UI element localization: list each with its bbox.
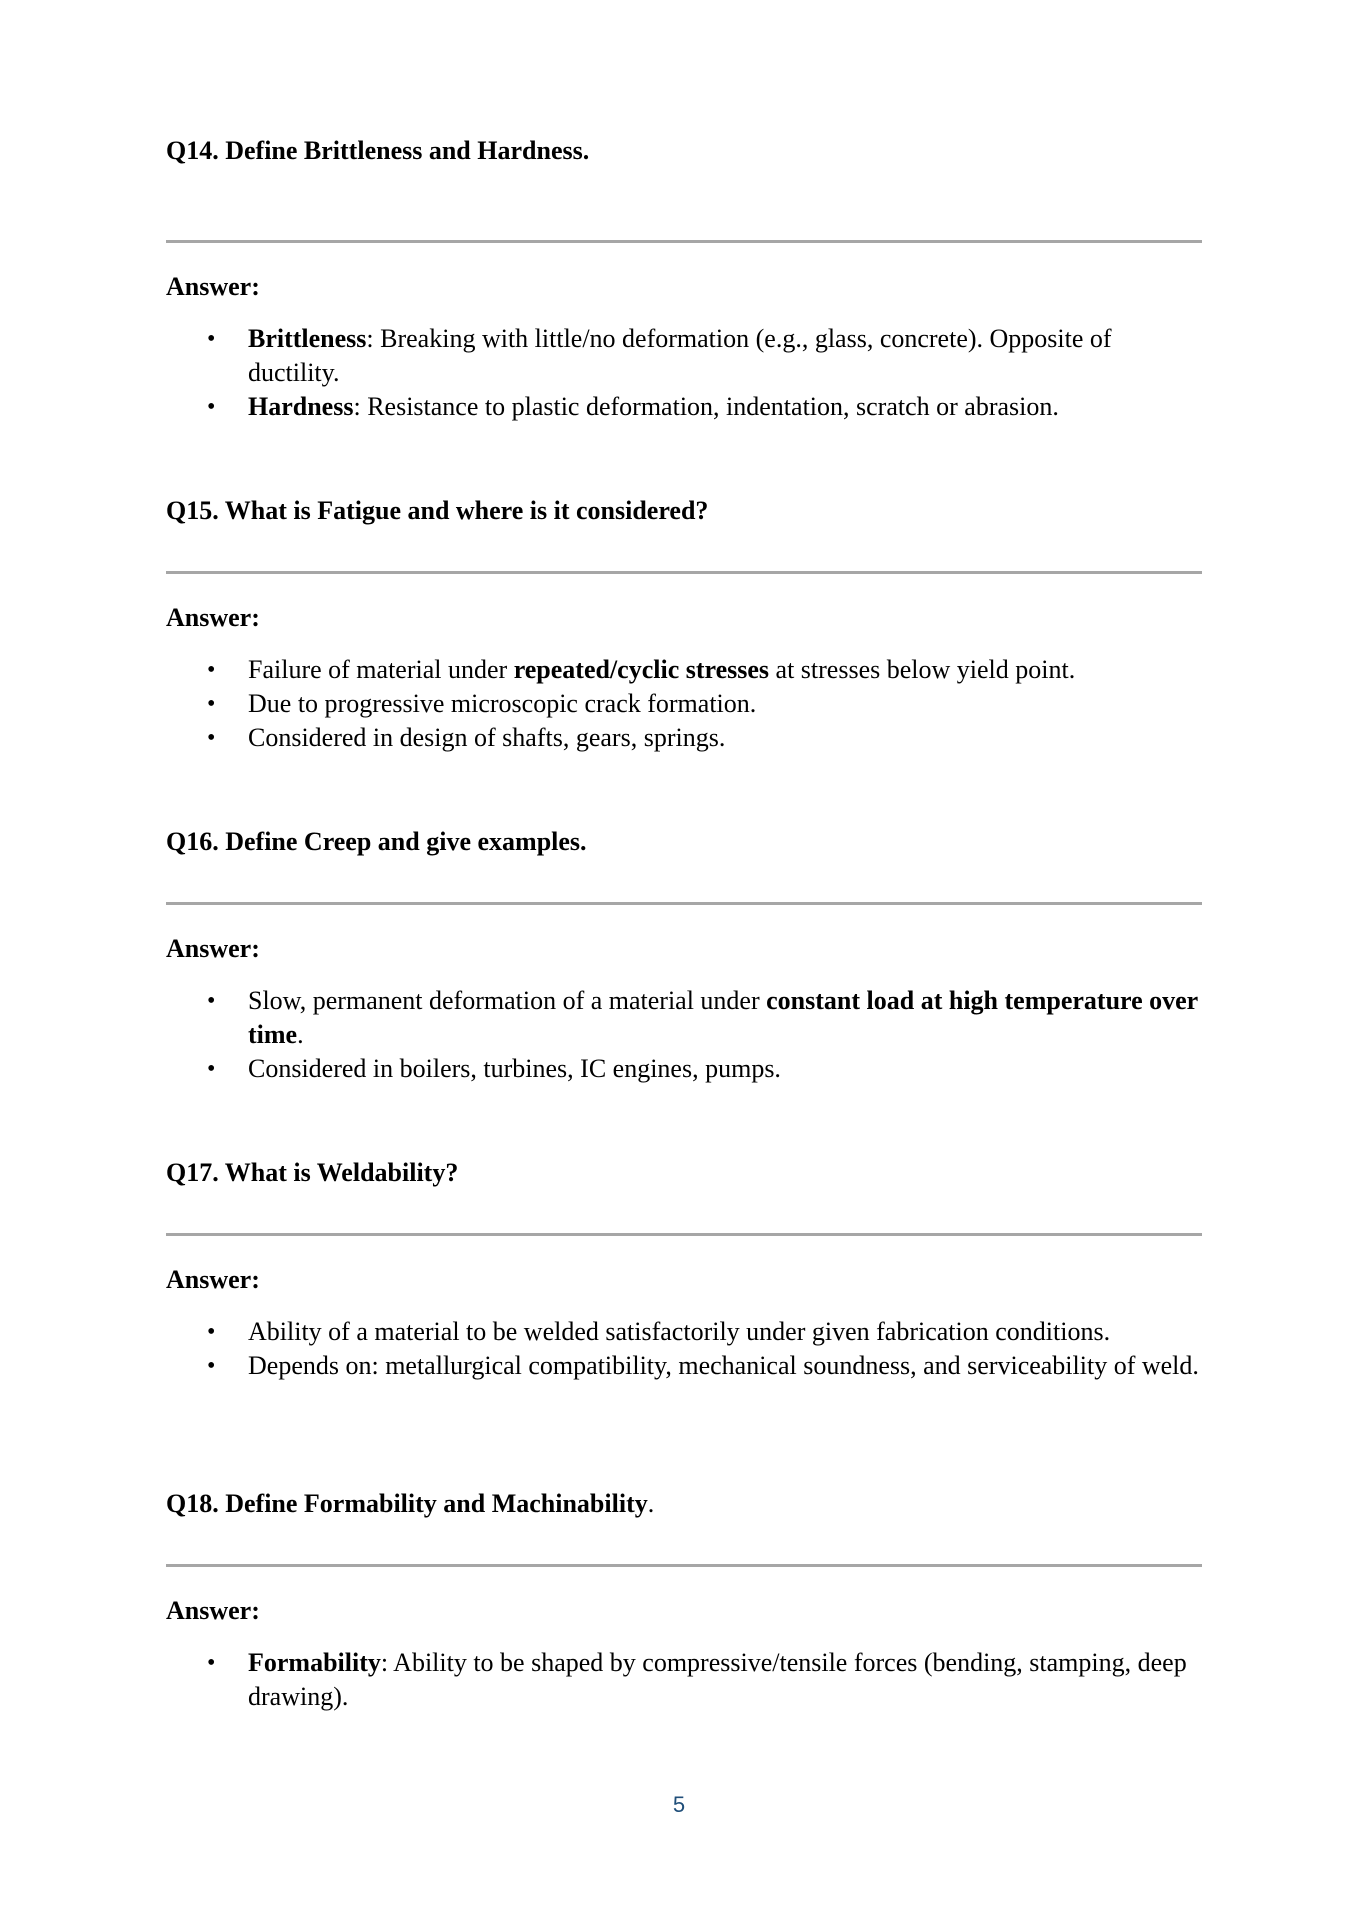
bullet-icon: • <box>207 394 216 420</box>
item-text: at stresses below yield point. <box>769 655 1076 684</box>
divider <box>166 571 1202 574</box>
term: Formability <box>248 1648 381 1677</box>
question-suffix: . <box>647 1489 655 1518</box>
bullet-icon: • <box>207 1056 216 1082</box>
list-item <box>166 653 1202 687</box>
definition-text: : Breaking with little/no deformation (e.g., glass, concrete). Opposite of ductility. <box>248 324 1112 387</box>
list-item <box>166 1052 1202 1086</box>
bullet-icon: • <box>207 657 216 683</box>
list-item <box>166 390 1202 424</box>
item-text: Considered in boilers, turbines, IC engines, pumps. <box>248 1054 781 1083</box>
page-number: 5 <box>672 1792 686 1817</box>
list-item <box>166 1315 1202 1349</box>
bullet-icon: • <box>207 725 216 751</box>
item-text: Failure of material under <box>248 655 514 684</box>
divider <box>166 1233 1202 1236</box>
question-heading: Q17. What is Weldability? <box>166 1158 459 1187</box>
question-heading: Q16. Define Creep and give examples. <box>166 827 587 856</box>
question-heading: Q15. What is Fatigue and where is it considered? <box>166 496 709 525</box>
term: Brittleness <box>248 324 367 353</box>
item-text: . <box>297 1020 304 1049</box>
item-text: Depends on: metallurgical compatibility, mechanical soundness, and serviceability of weld. <box>248 1351 1199 1380</box>
bullet-icon: • <box>207 326 216 352</box>
emphasis: repeated/cyclic stresses <box>513 655 770 684</box>
list-item <box>166 1349 1202 1383</box>
answer-label: Answer: <box>166 603 260 632</box>
bullet-icon: • <box>207 1353 216 1379</box>
list-item <box>166 322 1202 390</box>
item-text: Ability of a material to be welded satisfactorily under given fabrication conditions. <box>248 1317 1111 1346</box>
answer-list <box>166 1646 1202 1714</box>
answer-list <box>166 322 1202 424</box>
divider <box>166 240 1202 243</box>
answer-label: Answer: <box>166 1265 260 1294</box>
question-heading: Q14. Define Brittleness and Hardness. <box>166 136 590 165</box>
answer-list <box>166 653 1202 755</box>
emphasis: constant load at high temperature over time <box>248 986 1198 1049</box>
answer-label: Answer: <box>166 272 260 301</box>
list-item <box>166 984 1202 1052</box>
bullet-icon: • <box>207 988 216 1014</box>
list-item <box>166 721 1202 755</box>
answer-label: Answer: <box>166 1596 260 1625</box>
bullet-icon: • <box>207 1319 216 1345</box>
question-heading <box>166 1489 1202 1519</box>
list-item <box>166 1646 1202 1714</box>
definition-text: : Resistance to plastic deformation, indentation, scratch or abrasion. <box>353 392 1059 421</box>
item-text: Due to progressive microscopic crack formation. <box>248 689 757 718</box>
item-text: Considered in design of shafts, gears, springs. <box>248 723 726 752</box>
bullet-icon: • <box>207 691 216 717</box>
item-text: Slow, permanent deformation of a material under <box>248 986 767 1015</box>
bullet-icon: • <box>207 1650 216 1676</box>
definition-text: : Ability to be shaped by compressive/tensile forces (bending, stamping, deep drawing). <box>248 1648 1187 1711</box>
divider <box>166 1564 1202 1567</box>
list-item <box>166 687 1202 721</box>
divider <box>166 902 1202 905</box>
answer-list <box>166 984 1202 1086</box>
question-text: Q18. Define Formability and Machinability <box>166 1489 648 1518</box>
answer-list <box>166 1315 1202 1383</box>
term: Hardness <box>248 392 354 421</box>
answer-label: Answer: <box>166 934 260 963</box>
